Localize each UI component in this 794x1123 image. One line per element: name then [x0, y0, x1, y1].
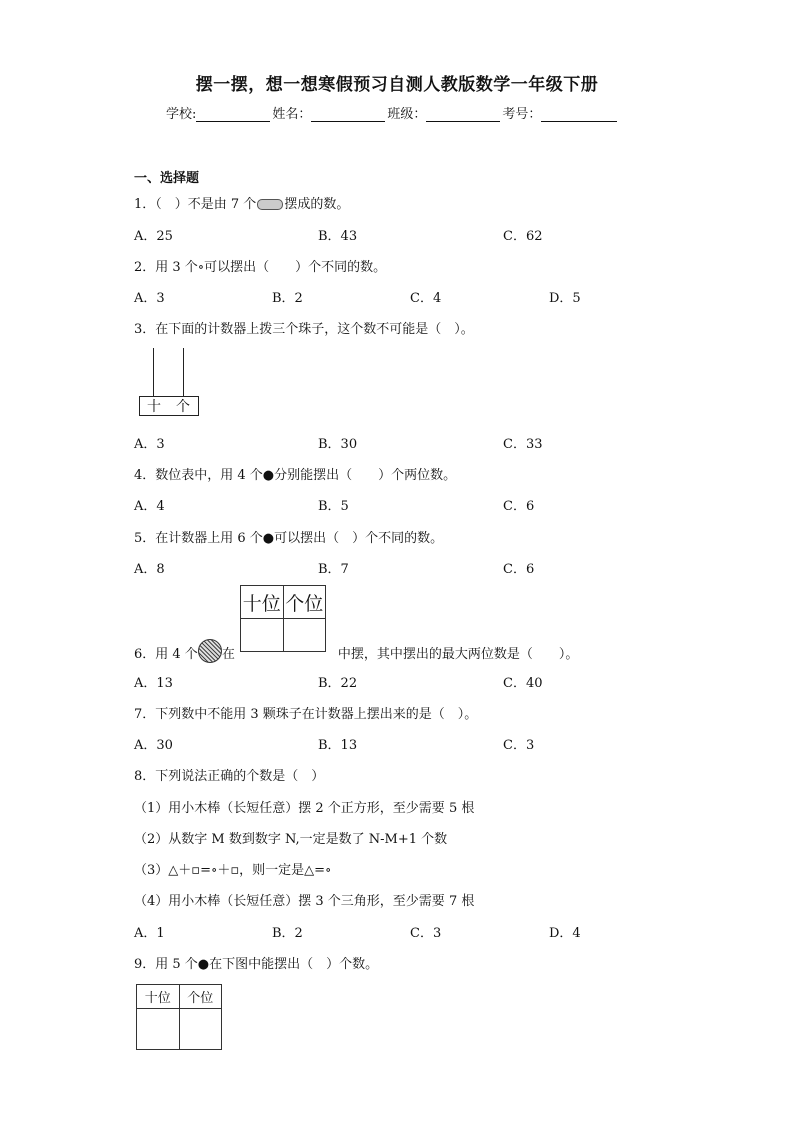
question-5-stem: 5．在计数器上用 6 个●可以摆出（ ）个不同的数。	[134, 531, 444, 546]
place-value-table-q9	[136, 984, 222, 1050]
question-5-option-c[interactable]: C．6	[503, 562, 535, 577]
question-1-stem-a: 1．（ ）不是由 7 个	[134, 197, 257, 212]
question-3-stem: 3．在下面的计数器上拨三个珠子，这个数不可能是（ ）。	[134, 322, 474, 337]
question-4-option-b[interactable]: B．5	[318, 499, 349, 514]
question-8-statement-3: （3）△＋▫=∘＋▫，则一定是△=∘	[134, 863, 332, 878]
hatched-bead-icon	[198, 639, 222, 663]
student-info-line	[166, 103, 619, 122]
question-9-stem: 9．用 5 个●在下图中能摆出（ ）个数。	[134, 957, 379, 972]
abacus-label-ones: 个	[176, 399, 190, 415]
question-8-statement-2: （2）从数字 M 数到数字 N,一定是数了 N-M+1 个数	[134, 832, 448, 847]
question-2-option-a[interactable]: A．3	[134, 291, 165, 306]
question-8-statement-4: （4）用小木棒（长短任意）摆 3 个三角形，至少需要 7 根	[134, 894, 475, 909]
question-3-option-b[interactable]: B．30	[318, 437, 358, 452]
question-6	[134, 643, 578, 663]
rod-icon	[257, 199, 283, 210]
abacus-rod-ones	[183, 348, 184, 396]
question-2-option-c[interactable]: C．4	[410, 291, 442, 306]
question-5-option-a[interactable]: A．8	[134, 562, 165, 577]
question-6-option-a[interactable]: A．13	[134, 676, 173, 691]
name-blank	[311, 107, 385, 122]
section-title: 一、选择题	[134, 171, 200, 186]
question-2-option-b[interactable]: B．2	[272, 291, 303, 306]
class-blank	[426, 107, 500, 122]
exam-number-label: 考号：	[502, 107, 542, 122]
class-label: 班级：	[387, 107, 427, 122]
question-4-option-a[interactable]: A．4	[134, 499, 165, 514]
question-7-option-a[interactable]: A．30	[134, 738, 173, 753]
question-6-option-b[interactable]: B．22	[318, 676, 358, 691]
question-6-stem-c: 中摆，其中摆出的最大两位数是（ ）。	[337, 647, 579, 662]
question-6-stem-a: 6．用 4 个	[134, 647, 198, 662]
name-label: 姓名：	[272, 107, 312, 122]
abacus-rod-tens	[153, 348, 154, 396]
question-1	[134, 193, 349, 212]
question-2-stem: 2．用 3 个∘可以摆出（ ）个不同的数。	[134, 260, 387, 275]
place-value-table-q6	[240, 585, 326, 652]
tens-cell	[137, 1009, 180, 1050]
question-8-stem: 8．下列说法正确的个数是（ ）	[134, 769, 325, 784]
ones-header: 个位	[179, 985, 222, 1009]
school-blank	[196, 107, 270, 122]
question-8-option-b[interactable]: B．2	[272, 926, 303, 941]
question-1-stem-b: 摆成的数。	[284, 197, 350, 212]
question-6-stem-b: 在	[221, 647, 235, 662]
question-2-option-d[interactable]: D．5	[549, 291, 581, 306]
question-5-option-b[interactable]: B．7	[318, 562, 349, 577]
page-title: 摆一摆，想一想寒假预习自测人教版数学一年级下册	[195, 75, 599, 95]
question-1-option-b[interactable]: B．43	[318, 229, 358, 244]
question-8-option-a[interactable]: A．1	[134, 926, 165, 941]
question-1-option-c[interactable]: C．62	[503, 229, 543, 244]
ones-header: 个位	[283, 586, 326, 619]
ones-cell	[179, 1009, 222, 1050]
question-7-stem: 7．下列数中不能用 3 颗珠子在计数器上摆出来的是（ ）。	[134, 707, 478, 722]
tens-header: 十位	[137, 985, 180, 1009]
question-4-stem: 4．数位表中，用 4 个●分别能摆出（ ）个两位数。	[134, 468, 457, 483]
question-7-option-b[interactable]: B．13	[318, 738, 358, 753]
question-3-option-c[interactable]: C．33	[503, 437, 543, 452]
question-3-option-a[interactable]: A．3	[134, 437, 165, 452]
question-6-option-c[interactable]: C．40	[503, 676, 543, 691]
abacus-label-tens: 十	[147, 399, 161, 415]
exam-number-blank	[541, 107, 617, 122]
question-7-option-c[interactable]: C．3	[503, 738, 535, 753]
question-8-statement-1: （1）用小木棒（长短任意）摆 2 个正方形，至少需要 5 根	[134, 801, 475, 816]
tens-header: 十位	[241, 586, 284, 619]
question-1-option-a[interactable]: A．25	[134, 229, 173, 244]
school-label: 学校:	[166, 107, 197, 122]
question-8-option-d[interactable]: D．4	[549, 926, 581, 941]
question-8-option-c[interactable]: C．3	[410, 926, 442, 941]
question-4-option-c[interactable]: C．6	[503, 499, 535, 514]
